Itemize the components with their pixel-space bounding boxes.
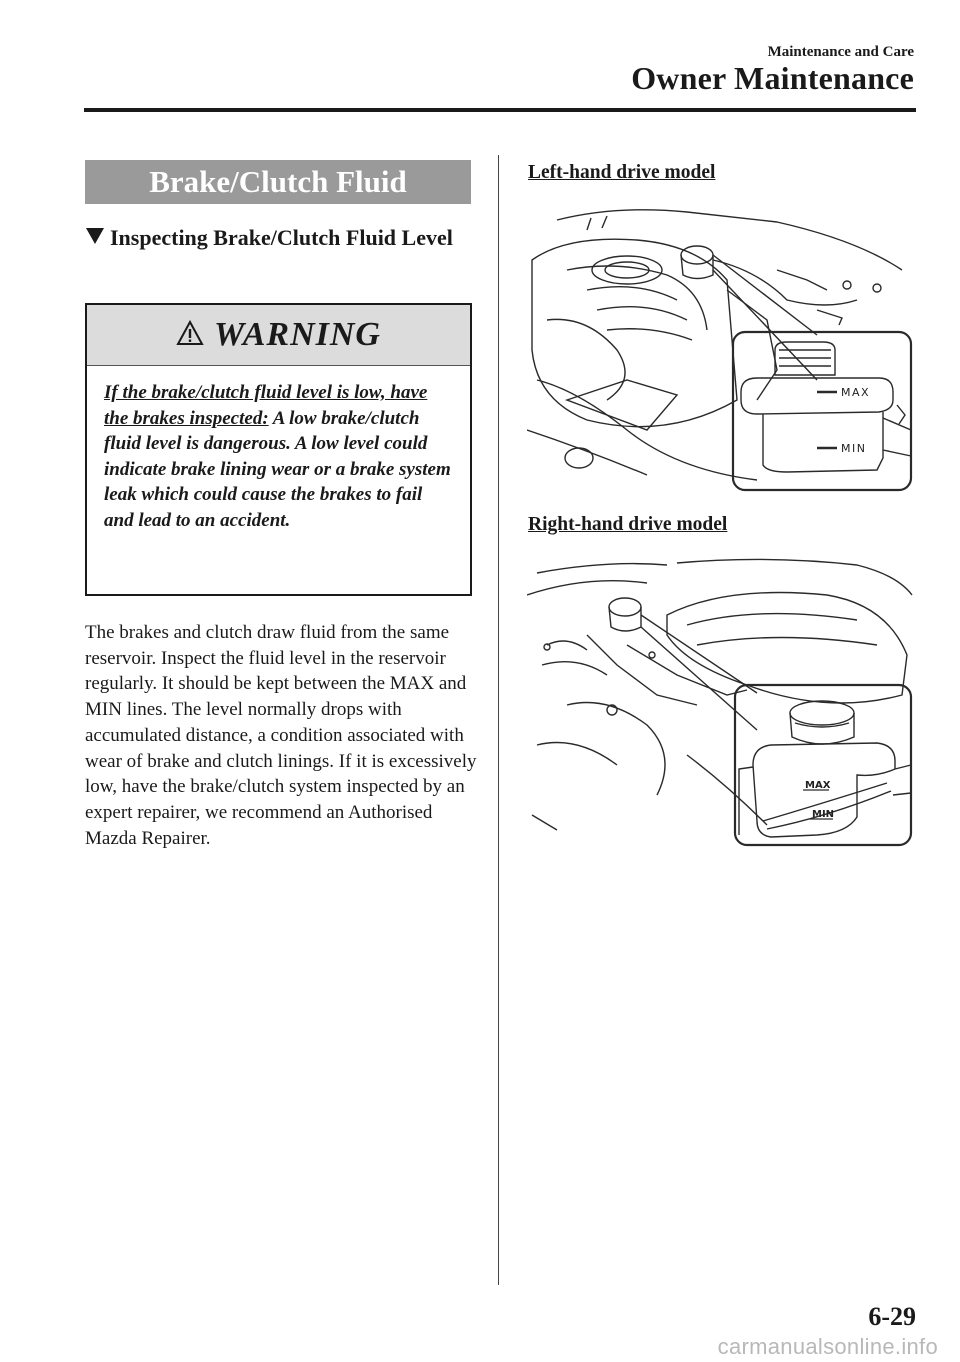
watermark: carmanualsonline.info — [717, 1334, 938, 1359]
figure-lhd-engine-bay — [527, 200, 917, 503]
warning-body — [87, 366, 470, 533]
header-rule — [84, 108, 916, 112]
subheading — [85, 224, 471, 251]
figure-caption-lhd: Left-hand drive model — [528, 162, 716, 183]
body-paragraph: The brakes and clutch draw fluid from the same reservoir. Inspect the fluid level in the reservoir regularly. It should be kept between the MAX and MIN lines. The level normally drops with accumulated distance, a condition associated with wear of brake and clutch linings. If it is excessively low, have the brake/clutch system inspected by an expert repairer, we recommend an Authorised Mazda Repairer. — [85, 622, 477, 849]
warning-header — [87, 305, 470, 366]
warning-title: WARNING — [214, 316, 381, 353]
section-banner: Brake/Clutch Fluid — [85, 160, 471, 204]
down-triangle-icon — [85, 224, 105, 251]
figure-caption-rhd: Right-hand drive model — [528, 514, 728, 535]
warning-text: A low brake/clutch fluid level is dangerous. A low level could indicate brake lining wear or a brake system leak which could cause the brakes to fail and lead to an accident. — [104, 407, 451, 531]
warning-box — [85, 303, 472, 596]
page-number: 6-29 — [868, 1302, 916, 1331]
rhd-min-label: MIN — [812, 809, 835, 820]
figure-rhd-engine-bay — [527, 555, 917, 860]
body-text — [85, 620, 485, 851]
subheading-text: Inspecting Brake/Clutch Fluid Level — [110, 225, 453, 250]
lhd-min-label: MIN — [841, 442, 867, 455]
header-category: Maintenance and Care — [767, 44, 914, 60]
lhd-max-label: MAX — [841, 386, 871, 399]
warning-triangle-icon — [176, 320, 214, 351]
rhd-max-label: MAX — [805, 780, 831, 791]
header-title: Owner Maintenance — [631, 60, 914, 96]
column-divider — [498, 155, 499, 1285]
warning-lead: If the brake/clutch fluid level is low, have the brakes inspected: — [104, 382, 428, 429]
